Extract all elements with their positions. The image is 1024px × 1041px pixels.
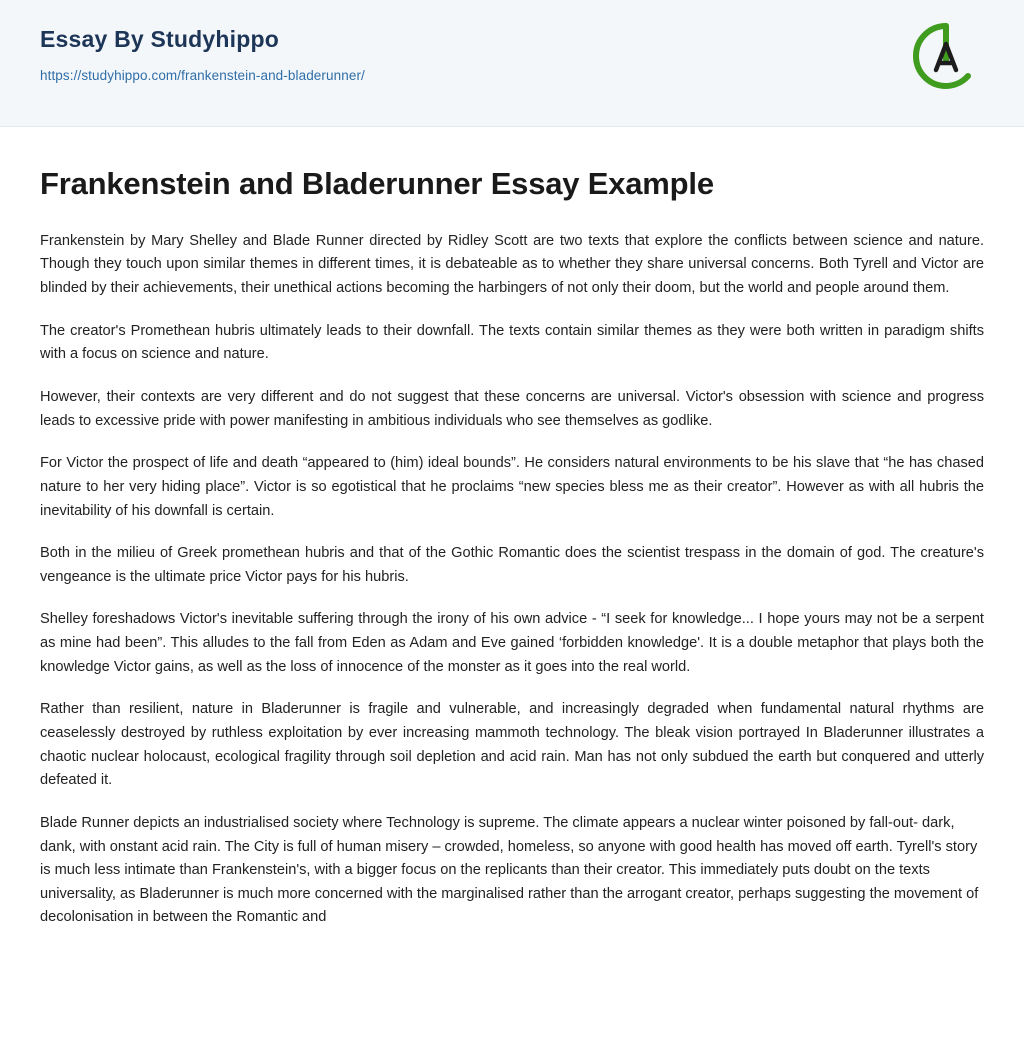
site-header bbox=[0, 0, 1024, 127]
article-paragraph: Frankenstein by Mary Shelley and Blade Runner directed by Ridley Scott are two texts that explore the conflicts between science and nature. Though they touch upon similar themes in different times, it is debateable as to whether they share universal concerns. Both Tyrell and Victor are blinded by their achievements, their unethical actions becoming the harbingers of not only their doom, but the world and people around them. bbox=[40, 232, 984, 297]
page-title: Frankenstein and Bladerunner Essay Example bbox=[40, 166, 714, 201]
article-paragraph: Rather than resilient, nature in Bladerunner is fragile and vulnerable, and increasingly degraded when fundamental natural rhythms are ceaselessly destroyed by ruthless exploitation by ever increasing mammoth technology. The bleak vision portrayed In Bladerunner illustrates a chaotic nuclear holocaust, ecological fragility through soil depletion and acid rain. Man has not only subdued the earth but conquered and utterly defeated it. bbox=[40, 701, 984, 789]
letter-a-circle-logo-icon bbox=[910, 20, 982, 92]
article-url-link[interactable]: https://studyhippo.com/frankenstein-and-bladerunner/ bbox=[40, 68, 365, 83]
article-body bbox=[0, 127, 1024, 970]
article-paragraph: Blade Runner depicts an industrialised society where Technology is supreme. The climate appears a nuclear winter poisoned by fall-out- dark, dank, with onstant acid rain. The City is full of human misery – crowded, homeless, so anyone with good health has moved off earth. Tyrell's story is much less intimate than Frankenstein's, with a bigger focus on the replicants than their creator. This immediately puts doubt on the texts universality, as Bladerunner is much more concerned with the marginalised rather than the arrogant creator, perhaps suggesting the movement of decolonisation in between the Romantic and bbox=[40, 814, 979, 926]
article-paragraph: Shelley foreshadows Victor's inevitable suffering through the irony of his own advice - “I seek for knowledge... I hope yours may not be a serpent as mine had been”. This alludes to the fall from Eden as Adam and Eve gained ‘forbidden knowledge'. It is a double metaphor that plays both the knowledge Victor gains, as well as the loss of innocence of the monster as it goes into the real world. bbox=[40, 611, 984, 675]
article-paragraph: For Victor the prospect of life and death “appeared to (him) ideal bounds”. He considers natural environments to be his slave that “he has chased nature to her very hiding place”. Victor is so egotistical that he proclaims “new species bless me as their creator”. However as with all hubris the inevitability of his downfall is certain. bbox=[40, 455, 984, 519]
article-paragraph: However, their contexts are very different and do not suggest that these concerns are universal. Victor's obsession with science and progress leads to excessive pride with power manifesting in ambitious individuals who see themselves as godlike. bbox=[40, 388, 984, 429]
article-paragraph: The creator's Promethean hubris ultimately leads to their downfall. The texts contain similar themes as they were both written in paradigm shifts with a focus on science and nature. bbox=[40, 322, 984, 363]
site-brand: Essay By Studyhippo bbox=[40, 26, 279, 52]
article-paragraph: Both in the milieu of Greek promethean hubris and that of the Gothic Romantic does the scientist trespass in the domain of god. The creature's vengeance is the ultimate price Victor pays for his hubris. bbox=[40, 545, 984, 585]
